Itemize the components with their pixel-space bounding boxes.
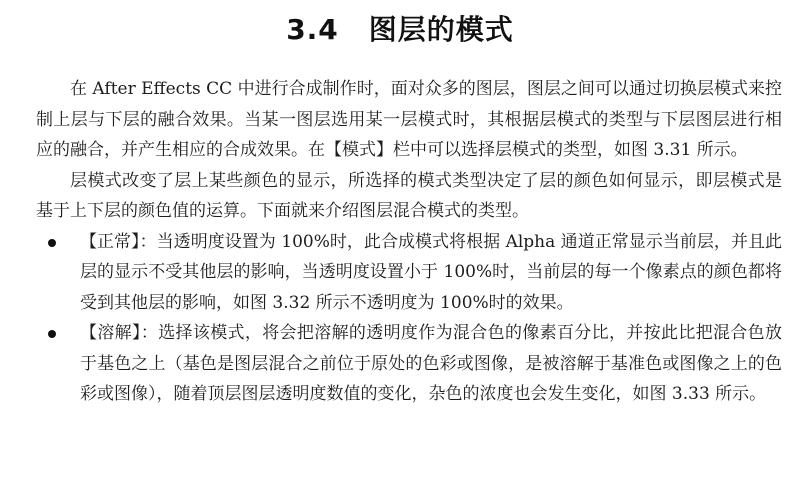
paragraph-intro: 在 After Effects CC 中进行合成制作时，面对众多的图层，图层之间可以通过切换层模式来控制上层与下层的融合效果。当某一图层选用某一层模式时，其根据层模式的类型与下层图层进行相应的融合，并产生相应的合成效果。在【模式】栏中可以选择层模式的类型，如图 3.31 所示。 — [36, 79, 782, 160]
bullet-dot-icon — [48, 330, 56, 338]
section-title: 图层的模式 — [368, 13, 514, 46]
bullet-term: 【溶解】 — [80, 323, 141, 343]
list-item-dissolve — [36, 318, 782, 410]
bullet-text: ：选择该模式，将会把溶解的透明度作为混合色的像素百分比，并按此比把混合色放于基色之上（基色是图层混合之前位于原处的色彩或图像，是被溶解于基准色或图像之上的色彩或图像），随着顶层图层透明度数值的变化，杂色的浓度也会发生变化，如图 3.33 所示。 — [80, 323, 783, 404]
body-text — [36, 74, 782, 410]
section-number: 3.4 — [286, 13, 339, 46]
list-item-normal — [36, 227, 782, 319]
bullet-dot-icon — [48, 239, 56, 247]
bullet-text: ：当透明度设置为 100%时，此合成模式将根据 Alpha 通道正常显示当前层，并且此层的显示不受其他层的影响，当透明度设置小于 100%时，当前层的每一个像素点的颜色都将受到其他层的影响，如图 3.32 所示不透明度为 100%时的效果。 — [80, 231, 782, 313]
section-heading — [0, 8, 800, 48]
paragraph-modes: 层模式改变了层上某些颜色的显示，所选择的模式类型决定了层的颜色如何显示，即层模式是基于上下层的颜色值的运算。下面就来介绍图层混合模式的类型。 — [36, 170, 782, 221]
bullet-term: 【正常】 — [80, 231, 140, 252]
